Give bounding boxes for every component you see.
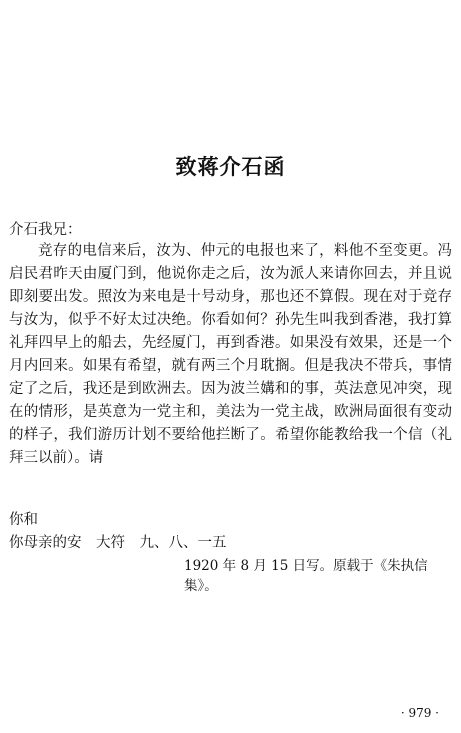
letter-title: 致蒋介石函 [175, 154, 286, 179]
letter-salutation: 介石我兄： [9, 222, 82, 238]
letter-closing-line-1: 你和 [9, 512, 38, 528]
source-note: 1920 年 8 月 15 日写。原载于《朱执信集》。 [184, 558, 428, 594]
letter-closing-line-2: 你母亲的安 大符 九、八、一五 [9, 535, 227, 551]
letter-body [9, 240, 452, 470]
letter-paragraph: 竞存的电信来后，汝为、仲元的电报也来了，料他不至变更。冯启民君昨天由厦门到，他说你走之后，汝为派人来请你回去，并且说即刻要出发。照汝为来电是十号动身，那也还不算假。现在对于竞存与汝为，似乎不好太过决绝。你看如何？孙先生叫我到香港，我打算礼拜四早上的船去，先经厦门，再到香港。如果没有效果，还是一个月内回来。如果有希望，就有两三个月耽搁。但是我决不带兵，事情定了之后，我还是到欧洲去。因为波兰媾和的事，英法意见冲突，现在的情形，是英意为一党主和，美法为一党主战，欧洲局面很有变动的样子，我们游历计划不要给他拦断了。希望你能教给我一个信（礼拜三以前）。请 [9, 243, 452, 466]
page-number: · 979 · [400, 706, 439, 720]
